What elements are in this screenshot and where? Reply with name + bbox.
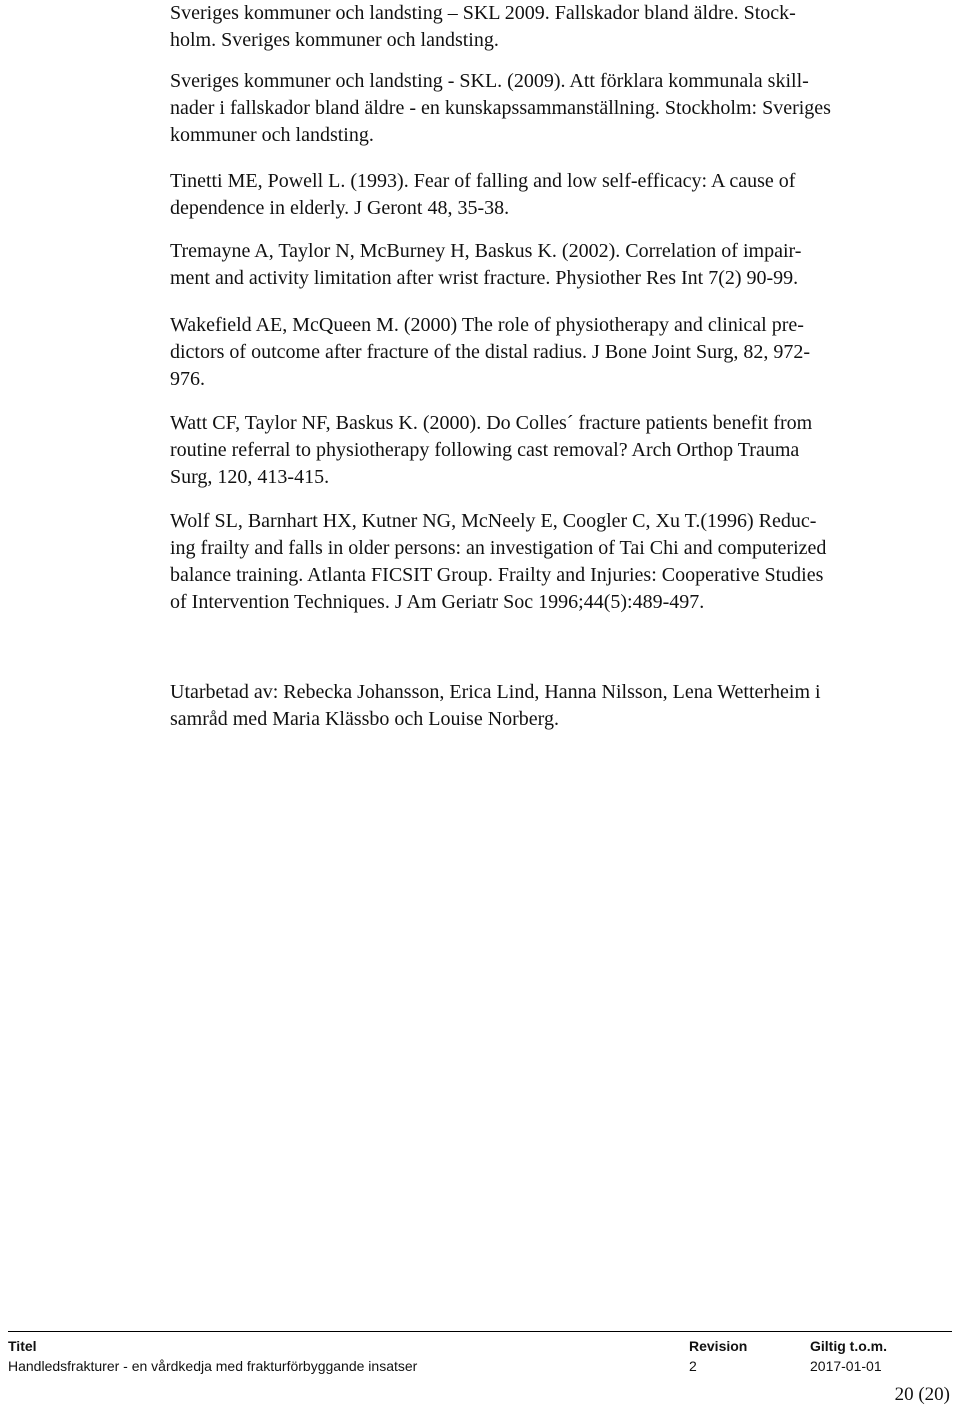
reference-skl-2009-fallskador [170,0,796,54]
reference-line: dependence in elderly. J Geront 48, 35-38. [170,197,510,219]
reference-line: 976. [170,368,205,390]
credit-line: Utarbetad av: Rebecka Johansson, Erica Lind, Hanna Nilsson, Lena Wetterheim i [170,681,821,703]
reference-line: balance training. Atlanta FICSIT Group. Frailty and Injuries: Cooperative Studies [170,564,824,586]
reference-line: Sveriges kommuner och landsting - SKL. (2009). Att förklara kommunala skill- [170,70,809,92]
reference-tinetti [170,168,795,222]
reference-tremayne [170,238,801,292]
reference-line: Tinetti ME, Powell L. (1993). Fear of falling and low self-efficacy: A cause of [170,170,796,192]
footer-valid-label: Giltig t.o.m. [810,1338,887,1354]
reference-line: dictors of outcome after fracture of the distal radius. J Bone Joint Surg, 82, 972- [170,341,811,363]
reference-line: Surg, 120, 413-415. [170,466,330,488]
reference-wolf [170,508,826,616]
credit-line: samråd med Maria Klässbo och Louise Norberg. [170,708,559,730]
reference-line: routine referral to physiotherapy following cast removal? Arch Orthop Trauma [170,439,800,461]
reference-line: Watt CF, Taylor NF, Baskus K. (2000). Do Colles´ fracture patients benefit from [170,412,813,434]
author-credit [170,679,821,733]
footer-title-label: Titel [8,1338,37,1354]
reference-line: of Intervention Techniques. J Am Geriatr Soc 1996;44(5):489-497. [170,591,705,613]
footer-divider [8,1331,952,1332]
reference-line: nader i fallskador bland äldre - en kunskapssammanställning. Stockholm: Sveriges [170,97,831,119]
footer-title-value: Handledsfrakturer - en vårdkedja med frakturförbyggande insatser [8,1358,418,1374]
page-number: 20 (20) [894,1384,950,1405]
reference-wakefield [170,312,810,393]
reference-line: kommuner och landsting. [170,124,374,146]
reference-line: Wakefield AE, McQueen M. (2000) The role of physiotherapy and clinical pre- [170,314,804,336]
reference-line: holm. Sveriges kommuner och landsting. [170,29,499,51]
reference-line: Wolf SL, Barnhart HX, Kutner NG, McNeely E, Coogler C, Xu T.(1996) Reduc- [170,510,817,532]
footer-revision-value: 2 [689,1358,697,1374]
reference-line: ing frailty and falls in older persons: an investigation of Tai Chi and computerized [170,537,827,559]
footer-valid-value: 2017-01-01 [810,1358,882,1374]
reference-line: ment and activity limitation after wrist fracture. Physiother Res Int 7(2) 90-99. [170,267,799,289]
reference-skl-2009-kunskap [170,68,831,149]
reference-line: Sveriges kommuner och landsting – SKL 2009. Fallskador bland äldre. Stock- [170,2,796,24]
reference-line: Tremayne A, Taylor N, McBurney H, Baskus K. (2002). Correlation of impair- [170,240,802,262]
reference-watt [170,410,812,491]
footer-revision-label: Revision [689,1338,748,1354]
